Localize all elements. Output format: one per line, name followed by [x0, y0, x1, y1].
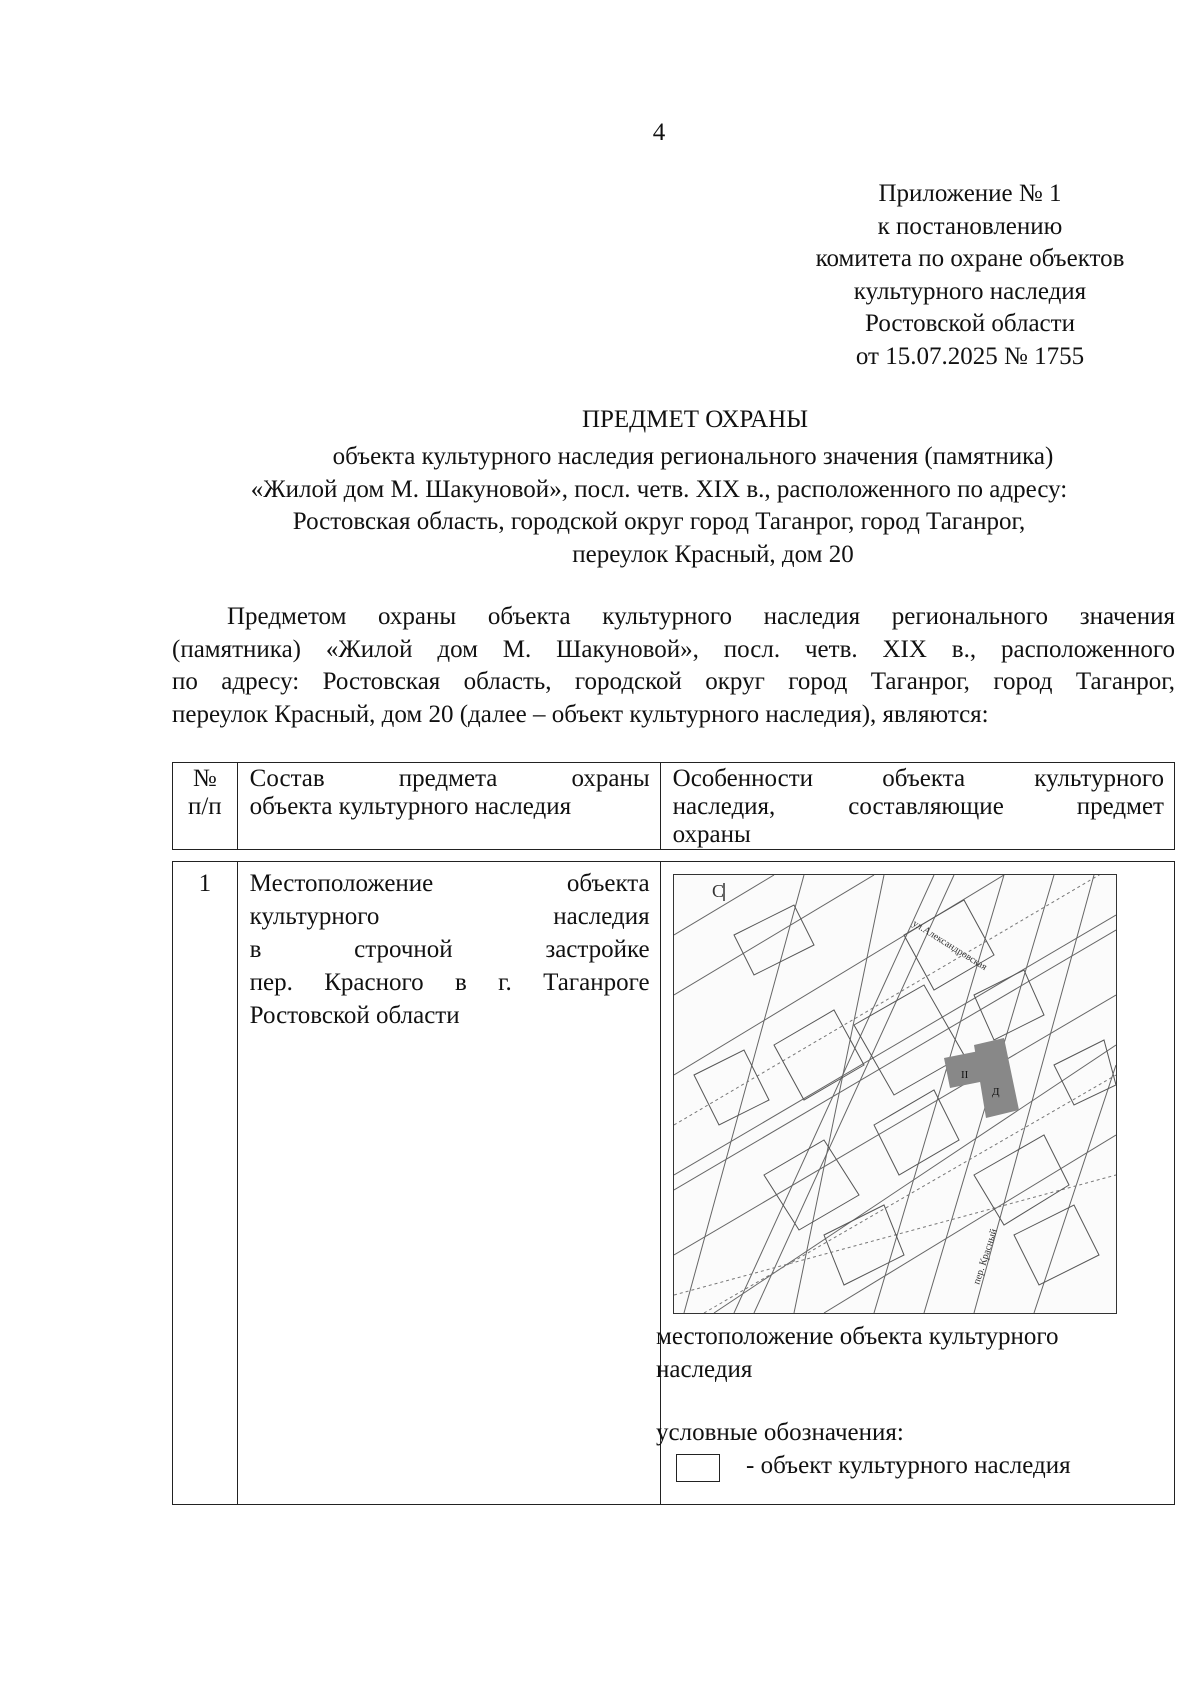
header-number-cell	[173, 763, 238, 850]
header-text: охраны	[672, 821, 751, 848]
intro-line: Предметом охраны объекта культурного наследия регионального значения	[227, 603, 1175, 630]
legend-title: условные обозначения:	[656, 1419, 904, 1446]
composition-line: в строчной застройке	[249, 936, 650, 963]
header-text: п/п	[187, 793, 222, 820]
table-header	[172, 762, 1175, 850]
street-label: ул.Александровская	[910, 918, 989, 973]
row-composition-cell	[237, 862, 660, 1505]
subtitle-line: Ростовская область, городской округ город Таганрог, город Таганрог,	[292, 508, 1026, 535]
composition-line: Местоположение объекта	[249, 870, 650, 897]
document-title: ПРЕДМЕТ ОХРАНЫ	[581, 406, 809, 433]
building-label: Д	[992, 1086, 1000, 1098]
header-features-cell	[660, 763, 1174, 850]
subtitle-line: переулок Красный, дом 20	[572, 540, 854, 568]
row-number-cell	[173, 862, 238, 1505]
header-text: Состав предмета охраны	[249, 765, 650, 792]
header-text: №	[192, 765, 217, 792]
legend-label: - объект культурного наследия	[746, 1452, 1071, 1479]
header-composition-cell	[237, 763, 660, 850]
header-text: объекта культурного наследия	[249, 793, 572, 820]
map-caption: местоположение объекта культурного наследия	[656, 1323, 1059, 1383]
building-label: II	[961, 1069, 969, 1081]
page-number: 4	[652, 119, 666, 146]
appendix-line: комитета по охране объектов	[815, 245, 1125, 272]
composition-line: пер. Красного в г. Таганроге	[249, 969, 650, 996]
intro-line: по адресу: Ростовская область, городской округ город Таганрог, город Таганрог,	[172, 668, 1175, 695]
legend-item	[674, 1450, 1174, 1486]
composition-line: Ростовской области	[249, 1002, 460, 1029]
document-subtitle	[0, 441, 1200, 571]
appendix-line: культурного наследия	[853, 277, 1087, 305]
location-map	[673, 874, 1117, 1314]
north-marker: С	[712, 881, 725, 901]
appendix-line: к постановлению	[877, 212, 1063, 240]
header-text: наследия, составляющие предмет	[672, 793, 1164, 820]
legend-swatch	[676, 1454, 720, 1482]
subtitle-line: «Жилой дом М. Шакуновой», посл. четв. XIX в., расположенного по адресу:	[250, 475, 1068, 503]
intro-line: переулок Красный, дом 20 (далее – объект культурного наследия), являются:	[172, 700, 989, 728]
subtitle-line: объекта культурного наследия регионального значения (памятника)	[332, 443, 1054, 470]
intro-line: (памятника) «Жилой дом М. Шакуновой», посл. четв. XIX в., расположенного	[172, 635, 1175, 663]
appendix-line: Ростовской области	[865, 310, 1075, 337]
row-number: 1	[198, 870, 212, 897]
street-label: пер. Красный	[971, 1227, 1000, 1286]
appendix-line: от 15.07.2025 № 1755	[855, 342, 1085, 370]
heritage-building	[944, 1038, 1019, 1118]
cadastral-map-drawing	[674, 875, 1116, 1313]
appendix-line: Приложение № 1	[878, 180, 1062, 207]
appendix-block	[745, 178, 1195, 373]
intro-paragraph	[172, 601, 1175, 731]
header-text: Особенности объекта культурного	[672, 765, 1164, 792]
composition-line: культурного наследия	[249, 903, 650, 930]
